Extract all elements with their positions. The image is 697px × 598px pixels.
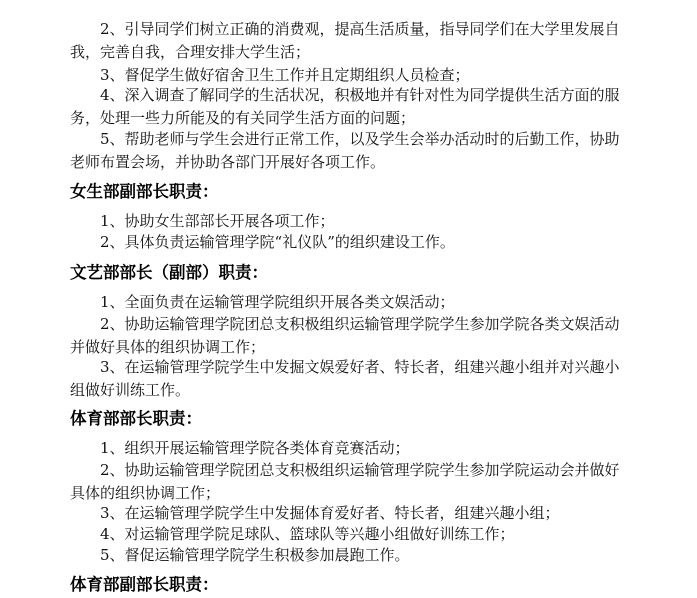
list-item: 1、组织开展运输管理学院各类体育竞赛活动； <box>100 439 410 457</box>
list-item: 2、具体负责运输管理学院“礼仪队”的组织建设工作。 <box>100 233 455 251</box>
list-item: 5、督促运输管理学院学生积极参加晨跑工作。 <box>100 546 410 564</box>
list-item: 3、在运输管理学院学生中发掘体育爱好者、特长者，组建兴趣小组； <box>100 504 560 522</box>
list-item: 4、深入调查了解同学的生活状况，积极地并有针对性为同学提供生活方面的服务，处理一些力所能及的有关同学生活方面的问题； <box>70 86 620 127</box>
list-item: 3、督促学生做好宿舍卫生工作并且定期组织人员检查； <box>100 66 470 84</box>
section-heading: 文艺部部长（副部）职责： <box>70 263 268 282</box>
list-item: 1、协助女生部部长开展各项工作； <box>100 212 335 230</box>
list-item: 4、对运输管理学院足球队、篮球队等兴趣小组做好训练工作； <box>100 525 515 543</box>
list-item: 2、协助运输管理学院团总支积极组织运输管理学院学生参加学院各类文娱活动并做好具体的组织协调工作； <box>70 315 620 356</box>
list-item: 2、协助运输管理学院团总支积极组织运输管理学院学生参加学院运动会并做好具体的组织协调工作； <box>70 461 620 502</box>
list-item: 2、引导同学们树立正确的消费观，提高生活质量，指导同学们在大学里发展自我，完善自我，合理安排大学生活； <box>70 20 620 61</box>
section-heading: 女生部副部长职责： <box>70 182 219 201</box>
list-item: 5、帮助老师与学生会进行正常工作，以及学生会举办活动时的后勤工作，协助老师布置会场，并协助各部门开展好各项工作。 <box>70 130 620 171</box>
list-item: 3、在运输管理学院学生中发掘文娱爱好者、特长者，组建兴趣小组并对兴趣小组做好训练工作。 <box>70 358 620 399</box>
section-heading: 体育部副部长职责： <box>70 575 219 594</box>
section-heading: 体育部部长职责： <box>70 409 202 428</box>
list-item: 1、全面负责在运输管理学院组织开展各类文娱活动； <box>100 293 455 311</box>
